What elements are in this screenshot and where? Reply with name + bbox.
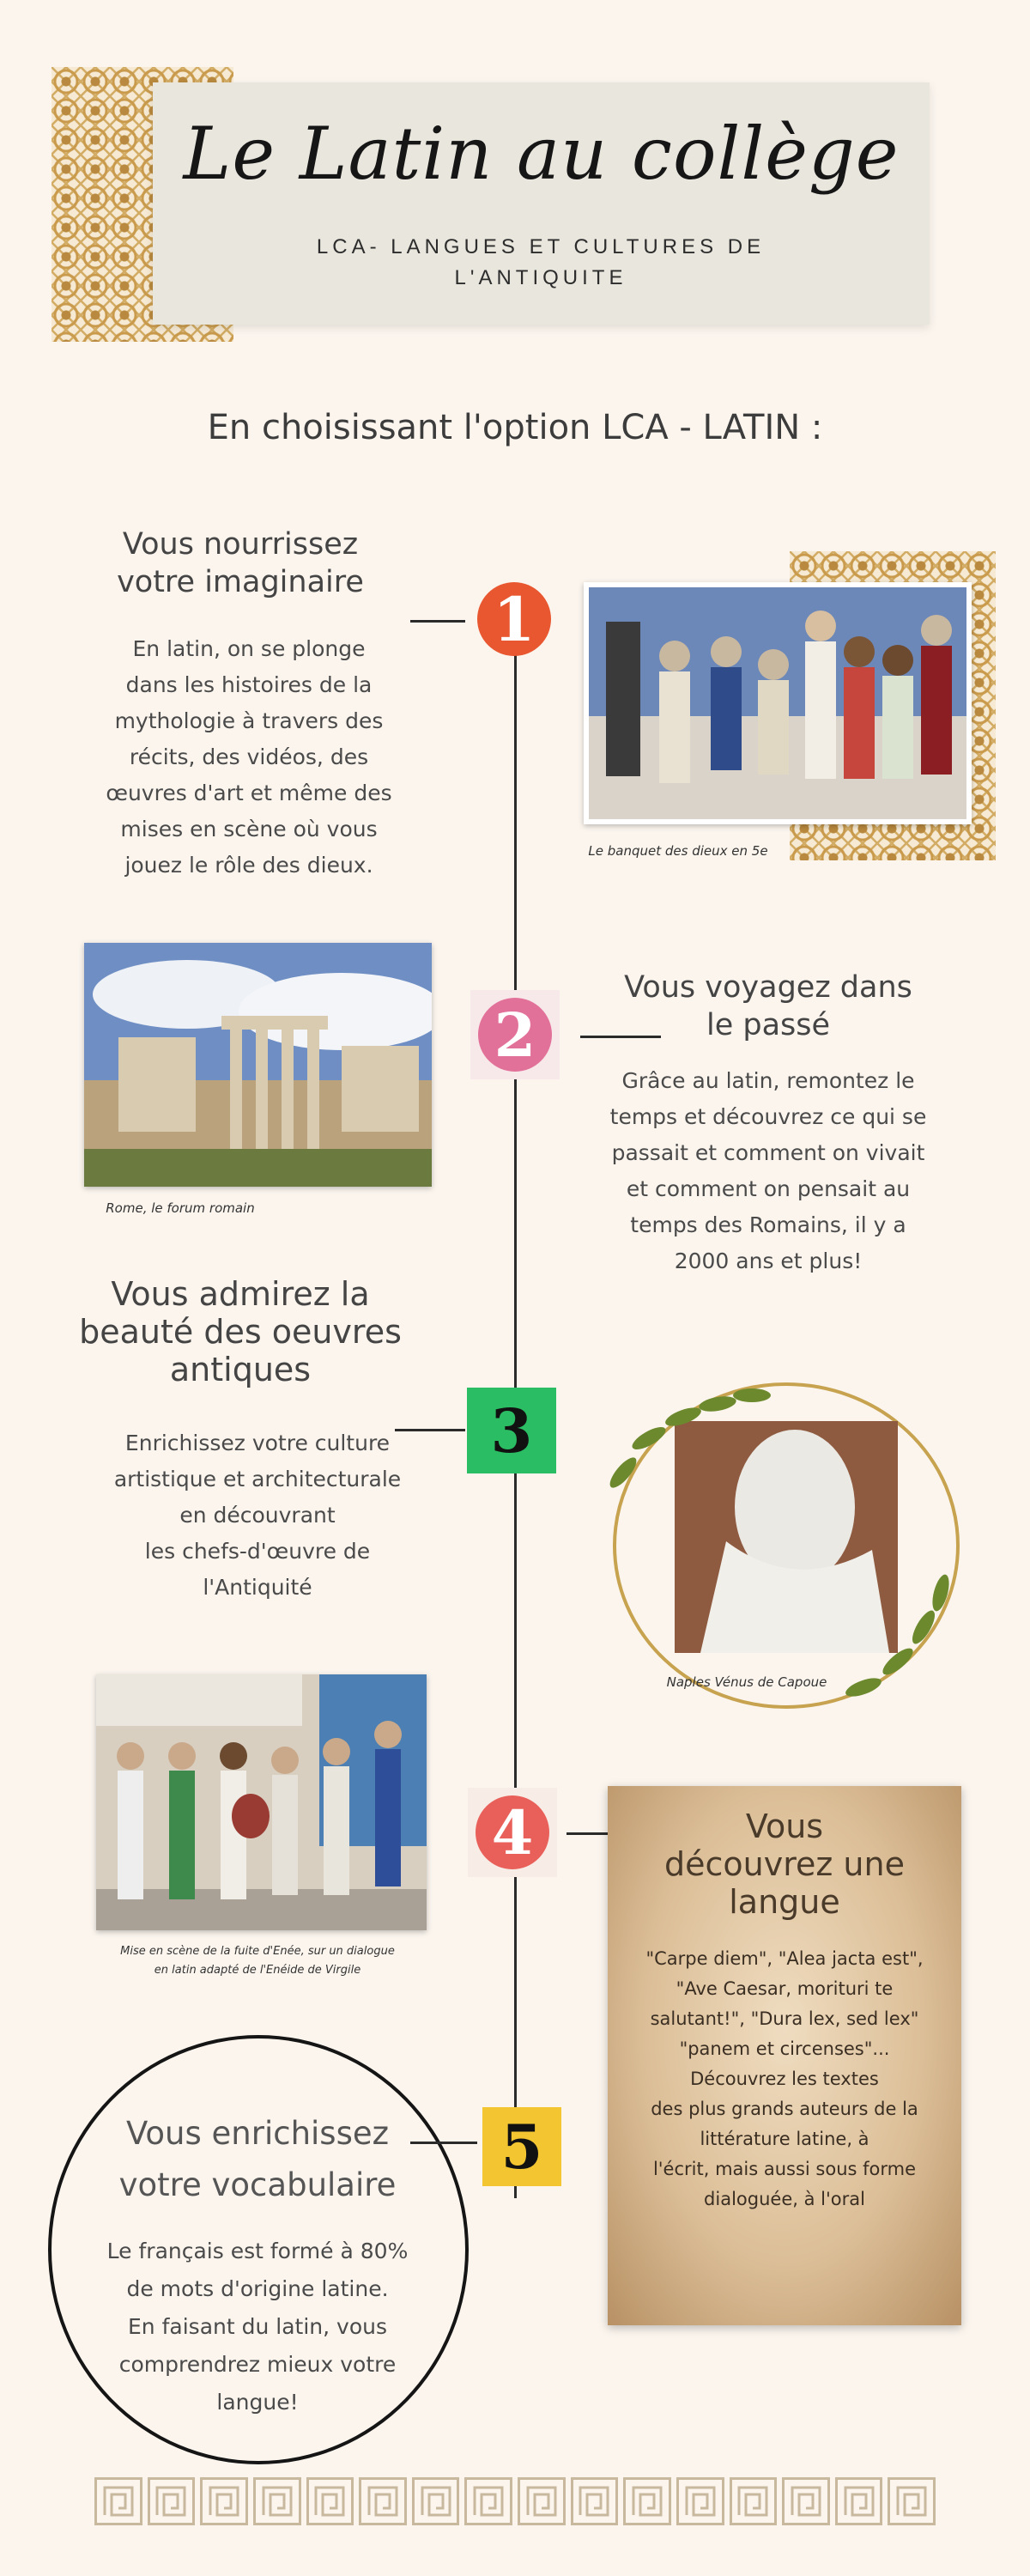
- photo-banquet-des-dieux: [584, 582, 972, 824]
- meander-icon: [683, 2484, 718, 2518]
- intro-heading: En choisissant l'option LCA - LATIN :: [207, 408, 823, 447]
- body-line: "Carpe diem", "Alea jacta est",: [645, 1948, 924, 1969]
- number-5: 5: [482, 2107, 561, 2186]
- section-3-heading-line: beauté des oeuvres: [79, 1313, 402, 1351]
- section-1-body: [77, 631, 421, 884]
- body-line: de mots d'origine latine.: [126, 2276, 389, 2301]
- body-line: Enrichissez votre culture: [124, 1431, 391, 1455]
- section-1-heading-line: Vous nourrissez: [122, 527, 359, 562]
- meander-icon: [260, 2484, 294, 2518]
- section-2-heading-line: le passé: [706, 1008, 831, 1042]
- body-line: 2000 ans et plus!: [674, 1249, 863, 1273]
- body-line: mises en scène où vous: [120, 817, 378, 841]
- section-2-heading-line: Vous voyagez dans: [624, 970, 912, 1005]
- caption-4-text: en latin adapté de: [154, 1964, 260, 1977]
- meander-tile: [888, 2477, 936, 2525]
- footer-meander-border: [94, 2477, 936, 2537]
- body-line: en découvrant: [179, 1503, 336, 1528]
- section-3-connector: [395, 1429, 465, 1431]
- meander-icon: [577, 2484, 611, 2518]
- meander-tile: [676, 2477, 724, 2525]
- section-4-heading-line: Vous: [745, 1807, 824, 1845]
- meander-tile: [571, 2477, 619, 2525]
- number-badge-2: [470, 990, 560, 1079]
- body-line: l'écrit, mais aussi sous forme: [652, 2159, 917, 2179]
- body-line: "panem et circenses"...: [679, 2038, 890, 2059]
- body-line: dialoguée, à l'oral: [704, 2189, 865, 2209]
- number-badge-3: [467, 1386, 556, 1475]
- body-line: et comment on pensait au: [626, 1176, 911, 1201]
- caption-4-line: [77, 1961, 438, 1980]
- subtitle-line-1: LCA- LANGUES ET CULTURES DE: [316, 235, 766, 258]
- caption-4-title: l'Enéide: [259, 1964, 305, 1977]
- body-line: langue!: [216, 2390, 299, 2415]
- photo-2-image: [84, 943, 432, 1187]
- body-line: des plus grands auteurs de la: [651, 2099, 918, 2119]
- body-line: récits, des vidéos, des: [129, 744, 369, 769]
- meander-icon: [842, 2484, 876, 2518]
- section-1-connector: [410, 620, 465, 623]
- section-5-heading-line: votre vocabulaire: [118, 2166, 397, 2203]
- section-4-heading-line: langue: [729, 1883, 840, 1921]
- caption-4-line: Mise en scène de la fuite d'Enée, sur un dialogue: [120, 1945, 395, 1958]
- photo-forum-romain: [84, 943, 432, 1187]
- meander-icon: [736, 2484, 770, 2518]
- section-5-body: [77, 2233, 438, 2421]
- body-line: les chefs-d'œuvre de: [144, 1539, 371, 1564]
- body-line: artistique et architecturale: [113, 1467, 402, 1492]
- body-line: dans les histoires de la: [125, 672, 373, 697]
- section-1-heading-line: votre imaginaire: [117, 565, 364, 599]
- body-line: temps des Romains, il y a: [630, 1212, 906, 1237]
- meander-icon: [419, 2484, 453, 2518]
- body-line: Découvrez les textes: [690, 2069, 879, 2089]
- body-line: l'Antiquité: [203, 1575, 312, 1600]
- section-3-body: [77, 1425, 438, 1606]
- meander-icon: [789, 2484, 823, 2518]
- section-5-heading-line: Vous enrichissez: [125, 2115, 390, 2152]
- number-1: 1: [477, 582, 551, 656]
- body-line: salutant!", "Dura lex, sed lex": [650, 2008, 919, 2029]
- body-line: littérature latine, à: [700, 2129, 869, 2149]
- body-line: En latin, on se plonge: [132, 636, 366, 661]
- section-3-heading: [52, 1275, 429, 1388]
- body-line: temps et découvrez ce qui se: [609, 1104, 927, 1129]
- page-title: Le Latin au collège: [183, 112, 900, 196]
- section-4-heading: [608, 1807, 961, 1921]
- meander-tile: [359, 2477, 407, 2525]
- body-line: mythologie à travers des: [114, 708, 384, 733]
- body-line: "Ave Caesar, morituri te: [676, 1978, 894, 1999]
- caption-4: [77, 1942, 438, 1980]
- subtitle-line-2: L'ANTIQUITE: [454, 266, 627, 289]
- body-line: passait et comment on vivait: [611, 1140, 925, 1165]
- meander-icon: [101, 2484, 136, 2518]
- meander-tile: [835, 2477, 883, 2525]
- number-2: 2: [478, 998, 552, 1072]
- meander-icon: [471, 2484, 506, 2518]
- venus-image: [597, 1370, 966, 1713]
- meander-icon: [630, 2484, 664, 2518]
- section-2-body: [592, 1063, 944, 1279]
- number-4: 4: [476, 1795, 549, 1869]
- meander-icon: [154, 2484, 188, 2518]
- meander-tile: [148, 2477, 196, 2525]
- body-line: Le français est formé à 80%: [106, 2239, 409, 2263]
- meander-tile: [200, 2477, 248, 2525]
- section-5-heading: [77, 2108, 438, 2211]
- body-line: Grâce au latin, remontez le: [621, 1068, 915, 1093]
- meander-tile: [94, 2477, 142, 2525]
- caption-1: Le banquet des dieux en 5e: [588, 843, 768, 859]
- section-3-heading-line: Vous admirez la: [111, 1275, 370, 1313]
- number-badge-4: [468, 1788, 557, 1877]
- meander-tile: [623, 2477, 671, 2525]
- body-line: En faisant du latin, vous: [128, 2314, 387, 2339]
- body-line: jouez le rôle des dieux.: [124, 853, 373, 878]
- page-subtitle: [292, 232, 790, 294]
- caption-4-text: de Virgile: [304, 1964, 361, 1977]
- meander-icon: [894, 2484, 929, 2518]
- meander-icon: [207, 2484, 241, 2518]
- section-3-heading-line: antiques: [169, 1351, 312, 1388]
- body-line: comprendrez mieux votre: [118, 2352, 397, 2377]
- caption-2: Rome, le forum romain: [106, 1200, 255, 1216]
- meander-icon: [366, 2484, 400, 2518]
- section-4-connector: [566, 1832, 609, 1835]
- meander-tile: [464, 2477, 512, 2525]
- section-4-heading-line: découvrez une: [664, 1845, 905, 1883]
- number-badge-1: [470, 574, 559, 664]
- section-4-body: [616, 1944, 953, 2215]
- number-3: 3: [467, 1388, 556, 1473]
- meander-tile: [306, 2477, 354, 2525]
- body-line: œuvres d'art et même des: [106, 781, 392, 805]
- photo-1-image: [589, 587, 966, 819]
- meander-icon: [312, 2484, 347, 2518]
- photo-fuite-enee: [96, 1674, 427, 1930]
- section-1-heading: [69, 526, 412, 601]
- meander-tile: [782, 2477, 830, 2525]
- meander-tile: [730, 2477, 778, 2525]
- meander-icon: [524, 2484, 559, 2518]
- meander-tile: [518, 2477, 566, 2525]
- meander-tile: [253, 2477, 301, 2525]
- venus-frame: [597, 1370, 966, 1713]
- number-badge-5: [477, 2102, 566, 2191]
- caption-3: Naples Vénus de Capoue: [666, 1674, 827, 1690]
- section-2-heading: [592, 969, 944, 1044]
- meander-tile: [412, 2477, 460, 2525]
- photo-4-image: [96, 1674, 427, 1930]
